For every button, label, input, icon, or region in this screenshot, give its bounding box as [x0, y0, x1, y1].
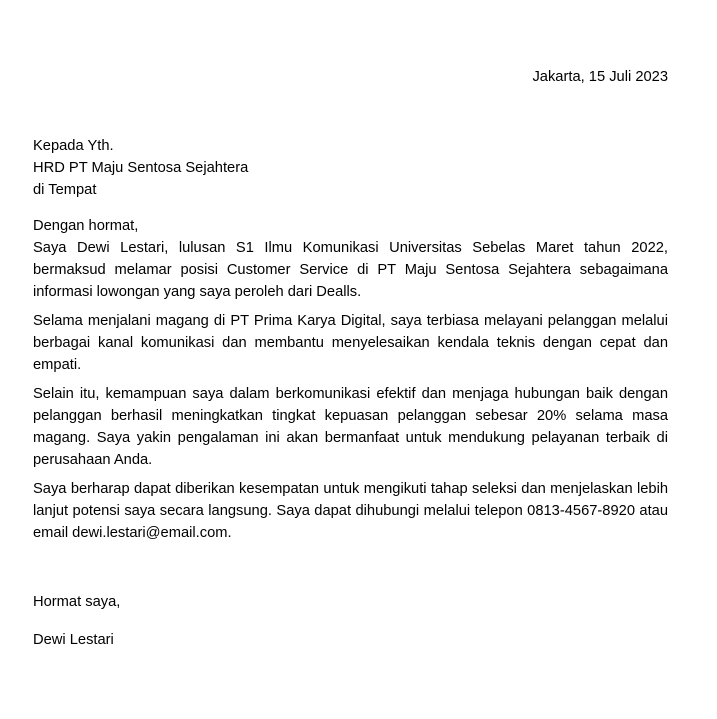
date-line: Jakarta, 15 Juli 2023 [532, 69, 668, 85]
recipient-line-place: di Tempat [33, 182, 97, 198]
recipient-block [33, 135, 668, 201]
body-paragraph-experience: Selama menjalani magang di PT Prima Karya Digital, saya terbiasa melayani pelanggan melalui berbagai kanal komunikasi dan membantu menyelesaikan kendala teknis dengan cepat dan empati. [33, 313, 668, 373]
signature-name: Dewi Lestari [33, 632, 114, 648]
body-paragraph-skills: Selain itu, kemampuan saya dalam berkomunikasi efektif dan menjaga hubungan baik dengan pelanggan berhasil meningkatkan tingkat kepuasan pelanggan sebesar 20% selama masa magang. Saya yakin pengalaman ini akan bermanfaat untuk mendukung pelayanan terbaik di perusahaan Anda. [33, 386, 668, 468]
body-paragraph-contact: Saya berharap dapat diberikan kesempatan untuk mengikuti tahap seleksi dan menjelaskan lebih lanjut potensi saya secara langsung. Saya dapat dihubungi melalui telepon 0813-4567-8920 atau email dewi.lestari@email.com. [33, 481, 668, 541]
closing: Hormat saya, [33, 594, 121, 610]
recipient-line-company: HRD PT Maju Sentosa Sejahtera [33, 160, 249, 176]
body-paragraph-intro: Saya Dewi Lestari, lulusan S1 Ilmu Komunikasi Universitas Sebelas Maret tahun 2022, bermaksud melamar posisi Customer Service di PT Maju Sentosa Sejahtera sebagaimana informasi lowongan yang saya peroleh dari Dealls. [33, 240, 668, 300]
recipient-line-kepada: Kepada Yth. [33, 138, 114, 154]
salutation: Dengan hormat, [33, 218, 139, 234]
